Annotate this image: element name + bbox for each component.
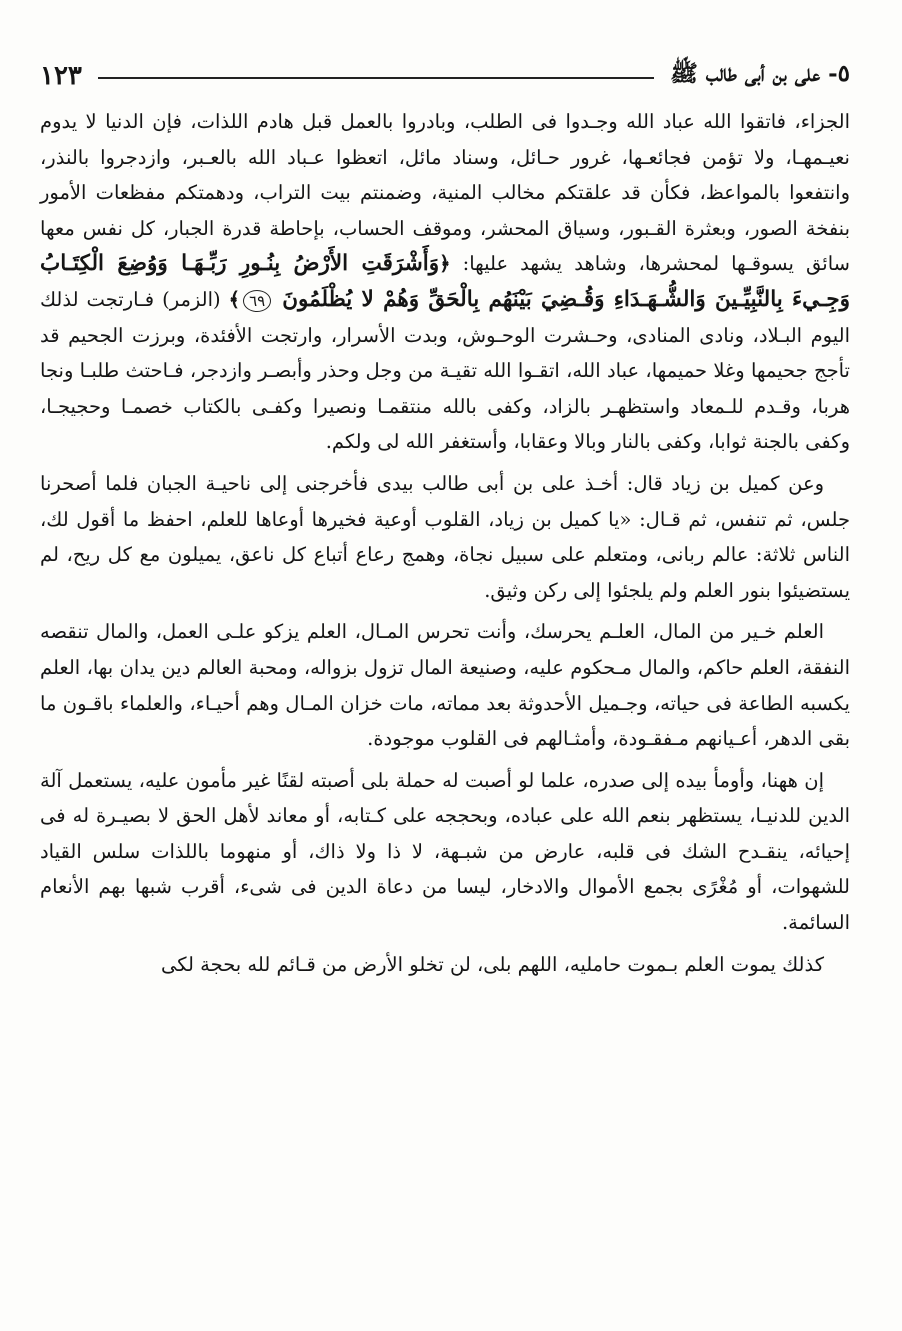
paragraph-2: وعن كميل بن زياد قال: أخـذ على بن أبى طالب بيدى فأخرجنى إلى ناحيـة الجبان فلما أصحرنا جلس، ثم تنفس، ثم قـال: «يا كميل بن زياد، القلوب أوعية فخيرها أوعاها للعلم، احفظ ما أقول لك، الناس ثلاثة: عالم ربانى، ومتعلم على سبيل نجاة، وهمج رعاع أتباع كل ناعق، يميلون مع كل ريح، لم يستضيئوا بنور العلم ولم يلجئوا إلى ركن وثيق. — [40, 471, 850, 602]
quran-open-bracket: ﴿ — [439, 252, 451, 276]
running-header — [40, 58, 850, 94]
paragraph-1 — [40, 104, 850, 460]
ayah-number-marker: ٦٩ — [243, 290, 271, 312]
paragraph-3: العلم خـير من المال، العلـم يحرسك، وأنت تحرس المـال، العلم يزكو علـى العمل، والمال تنقصه النفقة، العلم حاكم، والمال مـحكوم عليه، وصنيعة المال تزول بزواله، ومحبة العالم دين يدان بها، العلم يكسبه الطاعة فى حياته، وجـميل الأحدوثة بعد مماته، مات خزان المـال وهم أحيـاء، والعلماء باقـون ما بقى الدهر، أعـيانهم مـفقـودة، وأمثـالهم فى القلوب موجودة. — [40, 620, 850, 751]
paragraph-5: كذلك يموت العلم بـموت حامليه، اللهم بلى، لن تخلو الأرض من قـائم لله بحجة لكى — [161, 952, 824, 976]
header-rule — [98, 77, 654, 79]
paragraph-1-continuation: (الزمر) فـارتجت لذلك اليوم البـلاد، ونادى المنادى، وحـشرت الوحـوش، وبدت الأسرار، وارتجت الأفئدة، وبرزت الجحيم قد تأجج جحيمها وغلا حميمها، عباد الله، اتقـوا الله تقيـة من وجل وحذر وأبصـر وازدجر، فـاحتث طلبـا ونجا هربا، وقـدم للـمعاد واستظهـر بالزاد، وكفى بالله منتقمـا ونصيرا وكفـى بالكتاب خصمـا وحجيجـا، وكفى بالجنة ثوابا، وكفى بالنار وبالا وعقابا، وأستغفر الله لى ولكم. — [40, 287, 850, 454]
paragraph-1-intro: الجزاء، فاتقوا الله عباد الله وجـدوا فى الطلب، وبادروا بالعمل قبل هادم اللذات، فإن الدنيا لا يدوم نعيـمهـا، ولا تؤمن فجائعـها، غرور حـائل، وسناد مائل، اتعظوا عـباد الله بالعـبر، وازدجروا بالنذر، وانتفعوا بالمواعظ، فكأن قد علقتكم مخالب المنية، وضمنتم بيت التراب، ودهمتكم مفظعات الأمور بنفخة الصور، وبعثرة القـبور، وسياق المحشر، وموقف الحساب، بإحاطة قدرة الجبار، كل نفس معها سائق يسوقـها لمحشرها، وشاهد يشهد عليها: — [40, 110, 850, 276]
chapter-title: ٥- على بن أبى طالب ﷺ — [670, 60, 850, 87]
quran-verse: وَأَشْرَقَتِ الأَرْضُ بِنُـورِ رَبِّـهَـا وَوُضِعَ الْكِتَـابُ وَجِـيءَ بِالنَّبِيِّـينَ وَالشُّـهَـدَاءِ وَقُـضِيَ بَيْنَهُم بِالْحَقِّ وَهُمْ لا يُظْلَمُونَ — [40, 251, 851, 312]
quran-close-bracket: ﴾ — [228, 287, 241, 311]
body-text — [40, 104, 850, 982]
page-number: ١٢٣ — [40, 61, 82, 91]
paragraph-4: إن ههنا، وأومأ بيده إلى صدره، علما لو أصبت له حملة بلى أصبته لقنًا غير مأمون عليه، يستعمل آلة الدين للدنيـا، يستظهر بنعم الله على عباده، وبحججه على كـتابه، أو معاند لأهل الحق لا بصيـرة له فى إحيائه، ينقـدح الشك فى قلبه، عارض من شبـهة، لا ذا ولا ذاك، أو منهوما باللذات سلس القياد للشهوات، أو مُغْرًى بجمع الأموال والادخار، ليسا من دعاة الدين فى شىء، أقرب شبها بهم الأنعام السائمة. — [40, 768, 850, 935]
